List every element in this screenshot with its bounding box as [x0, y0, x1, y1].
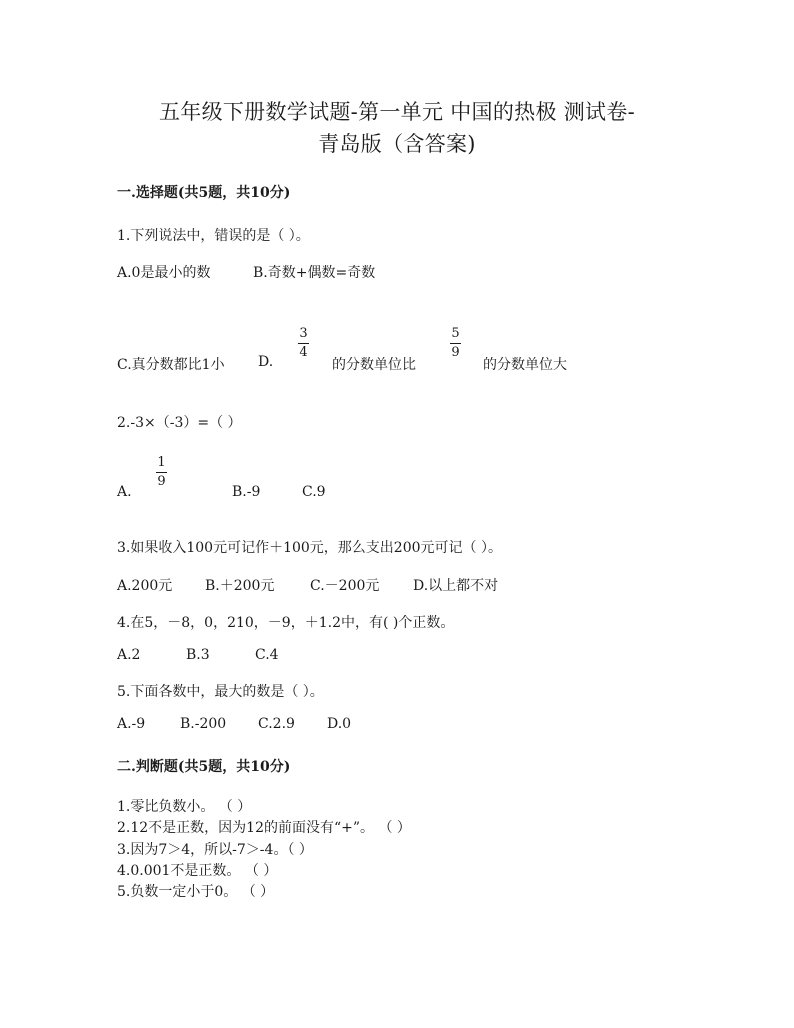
section-heading-choice: 一.选择题(共5题，共10分)	[117, 185, 291, 201]
page-title-line2: 青岛版（含答案)	[318, 132, 476, 156]
page-title-line1: 五年级下册数学试题-第一单元 中国的热极 测试卷-	[158, 100, 636, 124]
question-4-option-a: A.2	[117, 647, 141, 663]
question-1-option-a: A.0是最小的数	[117, 265, 211, 281]
question-1-fraction-3-4	[298, 327, 309, 360]
question-3-stem: 3.如果收入100元可记作＋100元，那么支出200元可记（ ）。	[117, 540, 502, 556]
question-5-option-c: C.2.9	[258, 716, 295, 732]
question-3-option-b: B.＋200元	[205, 578, 275, 594]
fraction-denominator: 4	[299, 345, 308, 360]
fraction-bar	[450, 343, 461, 344]
section-heading-judgement: 二.判断题(共5题，共10分)	[117, 759, 291, 775]
fraction-bar	[298, 343, 309, 344]
question-1-fraction-5-9	[450, 327, 461, 360]
question-1-stem: 1.下列说法中，错误的是（ ）。	[117, 228, 310, 244]
fraction-denominator: 9	[157, 474, 166, 489]
question-5-stem: 5.下面各数中，最大的数是（ ）。	[117, 684, 324, 700]
question-4-stem: 4.在5，－8，0，210，－9，＋1.2中，有( )个正数。	[117, 615, 455, 631]
question-1-option-d-end: 的分数单位大	[483, 357, 567, 373]
question-1-option-d-middle: 的分数单位比	[332, 357, 416, 373]
judgement-item-5: 5.负数一定小于0。 （ ）	[117, 884, 275, 900]
question-1-option-d: D.	[258, 354, 274, 370]
question-3-option-d: D.以上都不对	[413, 578, 499, 594]
question-4-option-b: B.3	[186, 647, 210, 663]
judgement-item-3: 3.因为7＞4，所以-7＞-4。（ ）	[117, 842, 313, 858]
judgement-item-2: 2.12不是正数，因为12的前面没有“+”。 （ ）	[117, 820, 411, 836]
question-4-option-c: C.4	[255, 647, 279, 663]
judgement-item-1: 1.零比负数小。 （ ）	[117, 799, 252, 815]
question-2-stem: 2.-3×（-3）=（ ）	[117, 415, 242, 431]
fraction-denominator: 9	[451, 345, 460, 360]
fraction-numerator: 3	[299, 326, 308, 341]
question-5-option-d: D.0	[327, 716, 352, 732]
question-2-option-c: C.9	[302, 484, 326, 500]
question-3-option-c: C.－200元	[310, 578, 380, 594]
question-2-fraction-1-9	[156, 456, 167, 489]
judgement-item-4: 4.0.001不是正数。 （ ）	[117, 863, 278, 879]
fraction-bar	[156, 472, 167, 473]
question-5-option-b: B.-200	[180, 716, 227, 732]
question-1-option-b: B.奇数+偶数=奇数	[253, 265, 376, 281]
question-5-option-a: A.-9	[117, 716, 146, 732]
question-1-option-c: C.真分数都比1小	[117, 357, 225, 373]
question-2-option-b: B.-9	[232, 484, 261, 500]
fraction-numerator: 5	[451, 326, 460, 341]
question-2-option-a: A.	[117, 484, 132, 500]
question-3-option-a: A.200元	[117, 578, 173, 594]
fraction-numerator: 1	[157, 455, 166, 470]
